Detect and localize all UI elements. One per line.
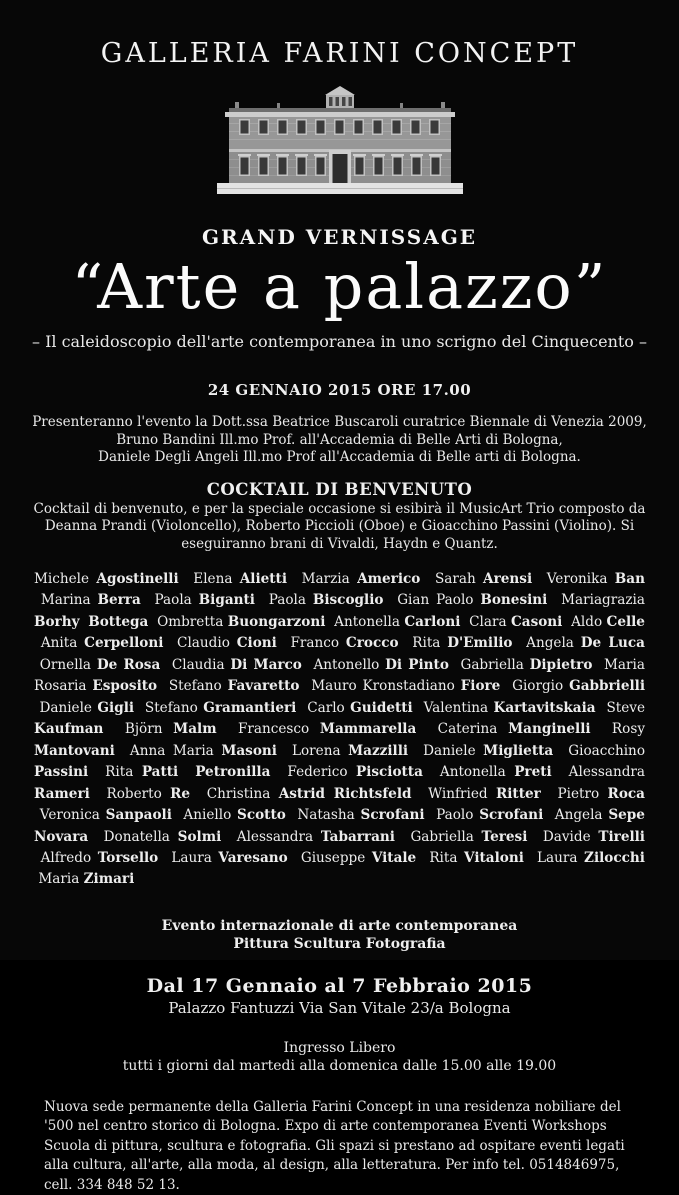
artist-name: Gioacchino Passini: [34, 742, 645, 781]
artist-name: Mariagrazia Borhy: [34, 592, 645, 630]
artist-name: Alfredo Torsello: [40, 849, 159, 866]
artist-name: Valentina Kartavitskaia: [423, 699, 596, 716]
artist-name: Winfried Ritter: [428, 785, 541, 802]
artist-name: Marina Berra: [40, 592, 141, 609]
artist-name: Rita D'Emilio: [412, 635, 513, 652]
artist-name: Veronica Sanpaoli: [39, 807, 172, 824]
artist-name: Daniele Gigli: [39, 699, 135, 716]
artist-name: Stefano Gramantieri: [144, 699, 297, 716]
artist-name: Christina Astrid Richtsfeld: [206, 785, 412, 802]
artist-name: Maria Rosaria Esposito: [34, 656, 645, 695]
admission-info: Ingresso Libero tutti i giorni dal martedi alla domenica dalle 15.00 alle 19.00: [122, 1040, 557, 1075]
artist-name: Bottega: [88, 613, 149, 630]
artist-name: Alessandra Rameri: [34, 764, 645, 802]
artist-name: Lorena Mazzilli: [291, 742, 409, 759]
cocktail-text: Cocktail di benvenuto, e per la speciale occasione si esibirà il MusicArt Trio composto da Deanna Prandi (Violoncello), Roberto Piccioli (Oboe) e Gioacchino Passini (Violino). Si eseguiranno brani di Vivaldi, Haydn e Quantz.: [33, 501, 646, 552]
artist-name: Marzia Americo: [301, 570, 421, 587]
artist-name: Mauro Kronstadiano Fiore: [311, 678, 501, 695]
artist-name: Gabriella Teresi: [410, 828, 528, 845]
artist-name: Roberto Re: [106, 785, 191, 802]
palazzo-engraving-svg: [215, 85, 465, 197]
artist-name: Aniello Scotto: [183, 807, 286, 824]
artist-name: Antonella Carloni: [334, 613, 461, 630]
event-type-label: GRAND VERNISSAGE: [201, 225, 478, 249]
artist-name: Laura Varesano: [171, 849, 288, 866]
artist-name: Maria Zimari: [38, 871, 135, 888]
artist-name: Gian Paolo Bonesini: [397, 592, 548, 609]
artist-name: Angela De Luca: [526, 635, 645, 652]
artist-name: Anita Cerpelloni: [40, 635, 164, 652]
artist-name: Veronika Ban: [546, 570, 645, 587]
artist-name: Francesco Mammarella: [237, 721, 417, 738]
footer-note: Nuova sede permanente della Galleria Farini Concept in una residenza nobiliare del '500 nel centro storico di Bologna. Expo di arte contemporanea Eventi Workshops Scuola di pittura, scultura e fotografia. Gli spazi si prestano ad ospitare eventi legati alla cultura, all'arte, alla moda, al design, alla letteratura. Per info tel. 0514846975, cell. 334 848 52 13.: [44, 1098, 625, 1193]
artist-name: Paolo Scrofani: [436, 807, 544, 824]
artist-name: Ornella De Rosa: [39, 656, 161, 673]
artist-name: Angela Sepe Novara: [34, 807, 645, 845]
artist-name: Federico Pisciotta: [287, 764, 423, 781]
artist-name: Natasha Scrofani: [297, 807, 425, 824]
artist-name: Michele Agostinelli: [34, 570, 179, 587]
artist-name: Paola Biganti: [154, 592, 255, 609]
event-datetime: 24 GENNAIO 2015 ORE 17.00: [207, 381, 472, 400]
artist-name: Paola Biscoglio: [268, 592, 384, 609]
artist-name: Ombretta Buongarzoni: [157, 613, 326, 630]
artist-name: Stefano Favaretto: [168, 678, 300, 695]
artist-name: Anna Maria Masoni: [129, 742, 277, 759]
artist-name: Giorgio Gabbrielli: [512, 678, 645, 695]
artist-name: Rita Vitaloni: [429, 849, 524, 866]
artist-name: Björn Malm: [124, 721, 217, 738]
main-title: “Arte a palazzo”: [71, 250, 608, 323]
palazzo-engraving-illustration: [0, 85, 679, 197]
artist-name: Rita Patti: [105, 764, 179, 781]
artist-name: Rosy Mantovani: [34, 721, 645, 759]
subtitle: – Il caleidoscopio dell'arte contemporanea in uno scrigno del Cinquecento –: [31, 332, 648, 352]
artist-name: Antonella Preti: [439, 764, 552, 781]
artist-name: Alessandra Tabarrani: [236, 828, 395, 845]
artist-name: Sarah Arensi: [434, 570, 533, 587]
artist-name: Petronilla: [195, 764, 271, 781]
exhibition-dates: Dal 17 Gennaio al 7 Febbraio 2015: [146, 975, 533, 998]
artist-name: Claudia Di Marco: [171, 656, 302, 673]
artist-name: Giuseppe Vitale: [300, 849, 417, 866]
artist-name: Daniele Miglietta: [423, 742, 554, 759]
artist-name: Elena Alietti: [193, 570, 287, 587]
gallery-title: GALLERIA FARINI CONCEPT: [100, 38, 579, 69]
venue-address: Palazzo Fantuzzi Via San Vitale 23/a Bologna: [168, 999, 511, 1018]
presenters-text: Presenteranno l'evento la Dott.ssa Beatrice Buscaroli curatrice Biennale di Venezia 2009, Bruno Bandini Ill.mo Prof. all'Accademia di Belle Arti di Bologna, Daniele Degli Angeli Ill.mo Prof all'Accademia di Belle arti di Bologna.: [32, 414, 647, 465]
artist-name: Aldo Celle: [571, 613, 645, 630]
artist-name: Clara Casoni: [469, 613, 563, 630]
artist-name: Franco Crocco: [290, 635, 399, 652]
artist-name: Gabriella Dipietro: [460, 656, 593, 673]
artist-name: Caterina Manginelli: [437, 721, 591, 738]
artist-name: Steve Kaufman: [34, 699, 645, 738]
artist-name: Laura Zilocchi: [536, 849, 645, 866]
artist-name: Davide Tirelli: [542, 828, 645, 845]
artist-name: Donatella Solmi: [103, 828, 222, 845]
artist-name: Pietro Roca: [557, 785, 645, 802]
artist-name: Antonello Di Pinto: [313, 656, 449, 673]
artist-name: Claudio Cioni: [177, 635, 277, 652]
event-info: Evento internazionale di arte contemporanea Pittura Scultura Fotografia: [161, 917, 518, 953]
artist-name: Carlo Guidetti: [307, 699, 413, 716]
cocktail-heading: COCKTAIL DI BENVENUTO: [206, 480, 473, 500]
artists-list: [34, 569, 645, 891]
